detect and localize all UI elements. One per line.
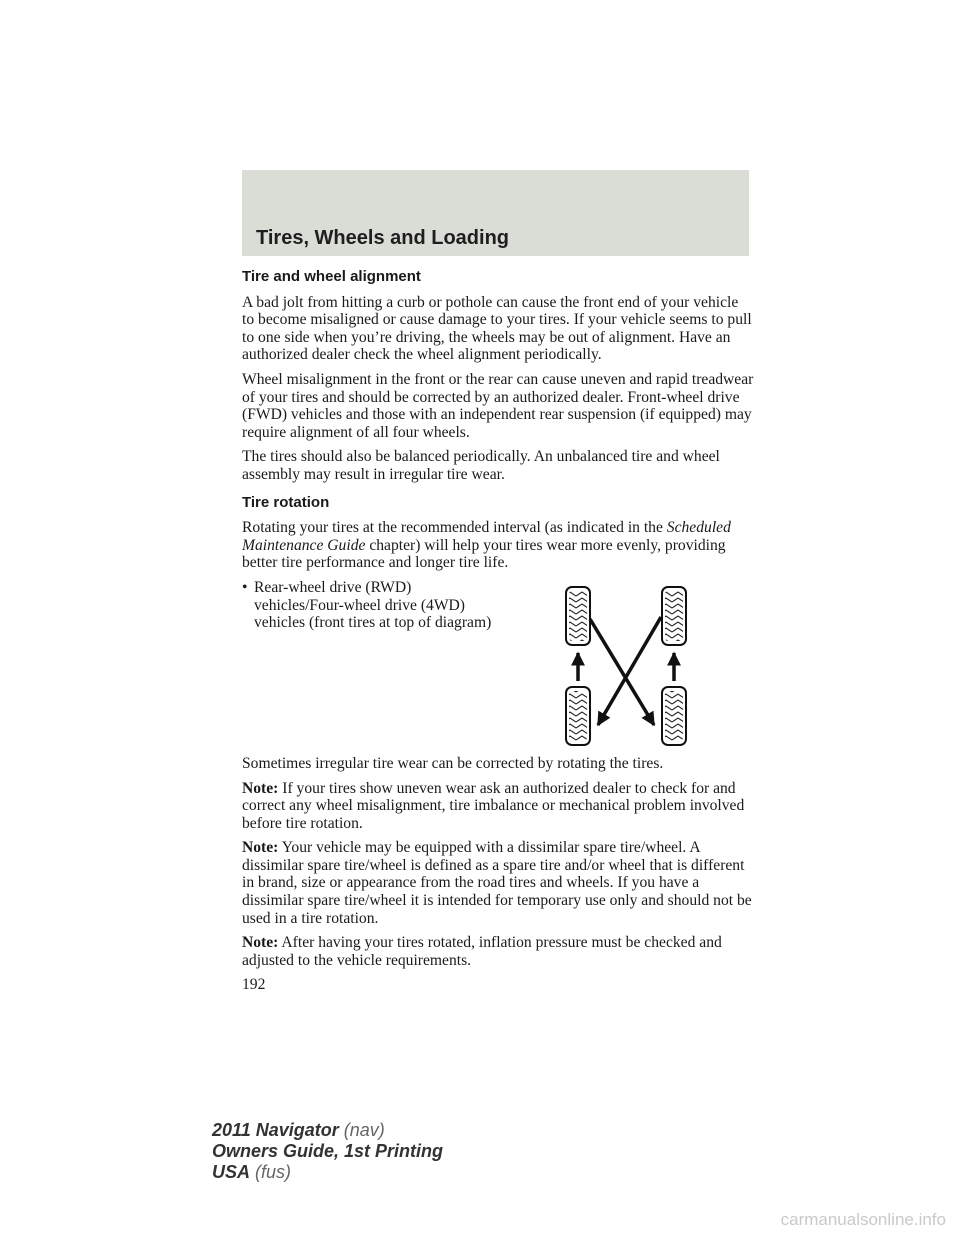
- print-footer: [212, 1120, 443, 1183]
- arrow-cross-left-icon: [598, 617, 661, 725]
- watermark: carmanualsonline.info: [780, 1210, 946, 1229]
- maintenance-guide-reference: Scheduled Maintenance Guide: [242, 519, 731, 554]
- note-3: [242, 934, 754, 969]
- page-number: 192: [242, 976, 266, 994]
- rotation-bullet: [242, 579, 502, 747]
- footer-market-code: (fus): [250, 1162, 292, 1182]
- section-header-band: [242, 170, 749, 256]
- footer-market: USA: [212, 1162, 251, 1182]
- alignment-paragraph-2: Wheel misalignment in the front or the rear can cause uneven and rapid treadwear of your tires and should be corrected by an authorized dealer. Front-wheel drive (FWD) vehicles and those with an independent rear suspension (if equipped) may require alignment of all four wheels.: [242, 370, 754, 441]
- tire-rotation-diagram: [564, 585, 688, 747]
- page-content: [242, 268, 754, 994]
- note-text: If your tires show uneven wear ask an authorized dealer to check for and correct any wheel misalignment, tire imbalance or mechanical problem involved before tire rotation.: [242, 779, 745, 832]
- bullet-dot: •: [242, 578, 248, 596]
- rotation-after: Sometimes irregular tire wear can be corrected by rotating the tires.: [242, 754, 664, 772]
- note-label: Note:: [242, 934, 279, 952]
- footer-line-1: [212, 1120, 443, 1141]
- alignment-paragraph-3: The tires should also be balanced periodically. An unbalanced tire and wheel assembly may result in irregular tire wear.: [242, 448, 720, 483]
- note-text: After having your tires rotated, inflation pressure must be checked and adjusted to the vehicle requirements.: [242, 934, 722, 969]
- tire-front-right-icon: [662, 587, 686, 645]
- section-title: Tires, Wheels and Loading: [256, 227, 510, 249]
- heading-alignment: Tire and wheel alignment: [242, 268, 421, 285]
- rotation-intro-text-end: chapter) will help your tires wear more evenly, providing better tire performance and longer tire life.: [242, 536, 726, 572]
- note-label: Note:: [242, 839, 279, 857]
- note-2: [242, 839, 754, 927]
- tire-front-left-icon: [566, 587, 590, 645]
- tire-rear-right-icon: [662, 687, 686, 745]
- note-1: [242, 780, 754, 833]
- rotation-intro: [242, 519, 754, 572]
- arrow-cross-right-icon: [590, 619, 654, 725]
- rotation-bullet-row: [242, 579, 754, 747]
- footer-line-3: [212, 1162, 443, 1183]
- footer-model-code: (nav): [338, 1120, 385, 1140]
- alignment-paragraph-1: A bad jolt from hitting a curb or pothole can cause the front end of your vehicle to become misaligned or cause damage to your tires. If your vehicle seems to pull to one side when you’re driving, the wheels may be out of alignment. Have an authorized dealer check the wheel alignment periodically.: [242, 293, 752, 364]
- tire-rear-left-icon: [566, 687, 590, 745]
- note-text: Your vehicle may be equipped with a dissimilar spare tire/wheel. A dissimilar spare tire/wheel is defined as a spare tire and/or wheel that is different in brand, size or appearance from the road tires and wheels. If you have a dissimilar spare tire/wheel it is intended for temporary use only and should not be used in a tire rotation.: [242, 839, 752, 927]
- footer-line-2: Owners Guide, 1st Printing: [212, 1141, 444, 1161]
- note-label: Note:: [242, 779, 279, 797]
- footer-model: 2011 Navigator: [212, 1120, 339, 1140]
- rotation-intro-text: Rotating your tires at the recommended interval (as indicated in the: [242, 519, 667, 537]
- bullet-text: Rear-wheel drive (RWD) vehicles/Four-wheel drive (4WD) vehicles (front tires at top of diagram): [254, 578, 492, 632]
- heading-rotation: Tire rotation: [242, 493, 330, 511]
